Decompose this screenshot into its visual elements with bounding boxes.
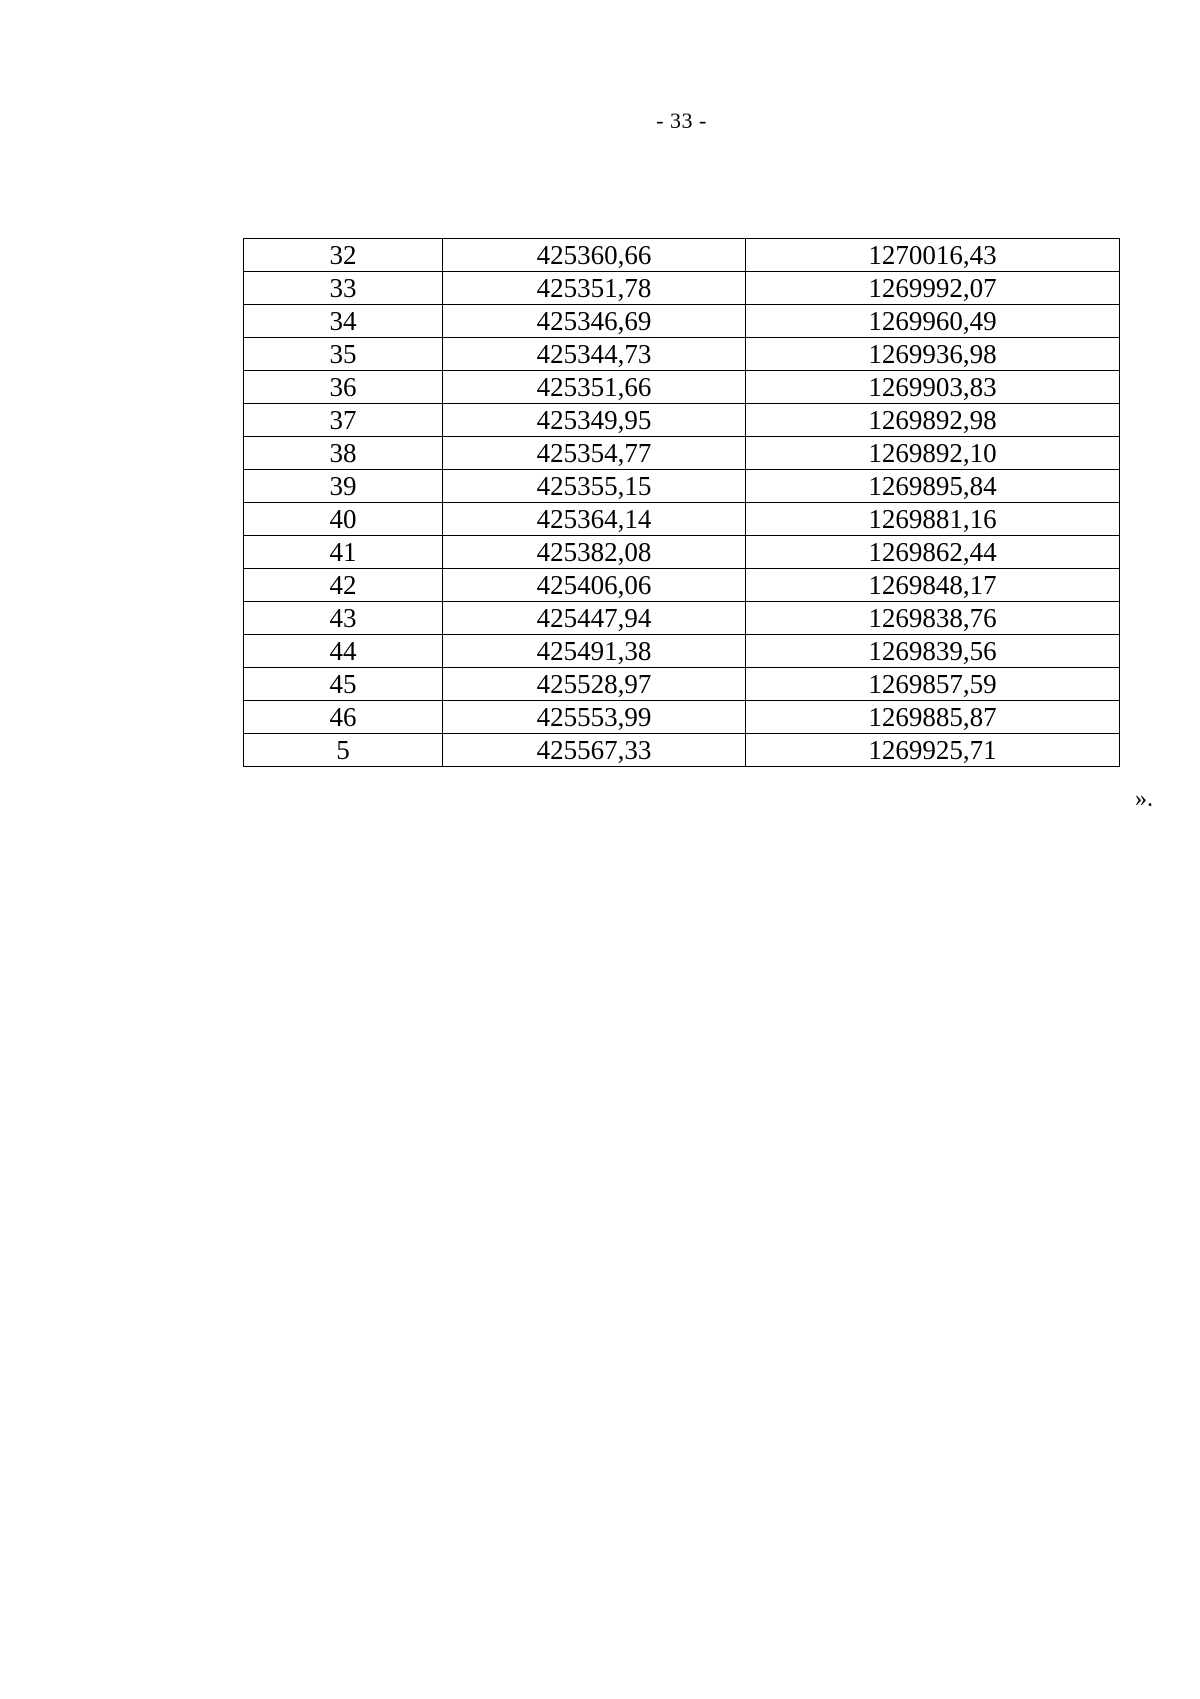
y-coordinate-cell: 1269925,71 [746, 734, 1120, 767]
y-coordinate-cell: 1269960,49 [746, 305, 1120, 338]
point-number-cell: 38 [244, 437, 443, 470]
point-number-cell: 41 [244, 536, 443, 569]
x-coordinate-cell: 425355,15 [443, 470, 746, 503]
table-row [244, 371, 1120, 404]
point-number-cell: 34 [244, 305, 443, 338]
table-row [244, 437, 1120, 470]
y-coordinate-cell: 1269857,59 [746, 668, 1120, 701]
y-coordinate-cell: 1269895,84 [746, 470, 1120, 503]
y-coordinate-cell: 1269903,83 [746, 371, 1120, 404]
point-number-cell: 44 [244, 635, 443, 668]
y-coordinate-cell: 1269892,10 [746, 437, 1120, 470]
x-coordinate-cell: 425351,78 [443, 272, 746, 305]
y-coordinate-cell: 1269892,98 [746, 404, 1120, 437]
y-coordinate-cell: 1269992,07 [746, 272, 1120, 305]
y-coordinate-cell: 1269838,76 [746, 602, 1120, 635]
point-number-cell: 36 [244, 371, 443, 404]
table-row [244, 239, 1120, 272]
x-coordinate-cell: 425346,69 [443, 305, 746, 338]
coordinates-table [243, 238, 1120, 767]
x-coordinate-cell: 425528,97 [443, 668, 746, 701]
point-number-cell: 46 [244, 701, 443, 734]
table-row [244, 569, 1120, 602]
table-row [244, 272, 1120, 305]
x-coordinate-cell: 425354,77 [443, 437, 746, 470]
x-coordinate-cell: 425553,99 [443, 701, 746, 734]
y-coordinate-cell: 1269848,17 [746, 569, 1120, 602]
table-row [244, 668, 1120, 701]
point-number-cell: 35 [244, 338, 443, 371]
page-number: - 33 - [656, 108, 707, 133]
table-row [244, 338, 1120, 371]
table-row [244, 470, 1120, 503]
table-row [244, 503, 1120, 536]
table-row [244, 305, 1120, 338]
table-row [244, 602, 1120, 635]
x-coordinate-cell: 425406,06 [443, 569, 746, 602]
x-coordinate-cell: 425567,33 [443, 734, 746, 767]
point-number-cell: 40 [244, 503, 443, 536]
y-coordinate-cell: 1269862,44 [746, 536, 1120, 569]
x-coordinate-cell: 425360,66 [443, 239, 746, 272]
y-coordinate-cell: 1269881,16 [746, 503, 1120, 536]
y-coordinate-cell: 1269885,87 [746, 701, 1120, 734]
table-row [244, 536, 1120, 569]
point-number-cell: 43 [244, 602, 443, 635]
point-number-cell: 45 [244, 668, 443, 701]
point-number-cell: 42 [244, 569, 443, 602]
point-number-cell: 39 [244, 470, 443, 503]
table-row [244, 404, 1120, 437]
y-coordinate-cell: 1269839,56 [746, 635, 1120, 668]
point-number-cell: 5 [244, 734, 443, 767]
x-coordinate-cell: 425364,14 [443, 503, 746, 536]
x-coordinate-cell: 425349,95 [443, 404, 746, 437]
table-row [244, 635, 1120, 668]
y-coordinate-cell: 1269936,98 [746, 338, 1120, 371]
x-coordinate-cell: 425351,66 [443, 371, 746, 404]
x-coordinate-cell: 425447,94 [443, 602, 746, 635]
closing-quote-mark: ». [1135, 786, 1153, 812]
point-number-cell: 33 [244, 272, 443, 305]
table-row [244, 701, 1120, 734]
point-number-cell: 37 [244, 404, 443, 437]
table-row [244, 734, 1120, 767]
x-coordinate-cell: 425382,08 [443, 536, 746, 569]
x-coordinate-cell: 425344,73 [443, 338, 746, 371]
y-coordinate-cell: 1270016,43 [746, 239, 1120, 272]
x-coordinate-cell: 425491,38 [443, 635, 746, 668]
point-number-cell: 32 [244, 239, 443, 272]
coordinates-table-body [244, 239, 1120, 767]
